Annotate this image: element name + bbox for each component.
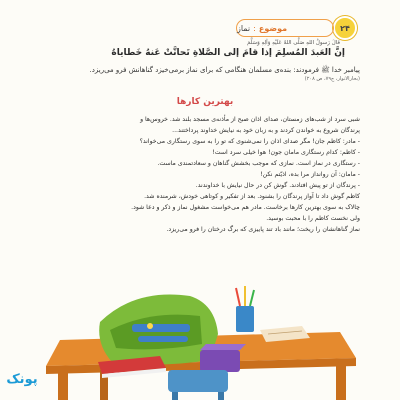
hadith-translation: پیامبر خدا ﷺ فرمودند: بنده‌ی مسلمان هنگامی که برای نماز برمی‌خیزد گناهانش فرو می‌ریزد. xyxy=(89,66,360,74)
topic-label: موضوع xyxy=(258,23,288,33)
story-line: چالاک به سوی بهترین کارها برخاست. مادر هم می‌خواست مشغول نماز و ذکر و دعا شود. xyxy=(131,204,360,211)
story-line: - مامان: آن روانداز مرا بده، اذیّتم نکن! xyxy=(260,171,360,178)
topic-bar xyxy=(236,19,334,37)
story-line: ولی نخست کاظم را با محبت بوسید. xyxy=(266,215,360,222)
story-line: - رستگاری در نماز است. نمازی که موجب بخشش گناهان و سعادتمندی ماست. xyxy=(157,160,360,167)
purple-box xyxy=(200,344,246,372)
lesson-number-badge xyxy=(333,16,357,40)
story-line: - کاظم: کدام رستگاری مامان جون! هوا خیلی سرد است! xyxy=(212,149,360,156)
topic-value: نماز xyxy=(237,23,251,33)
logo-text: پونک xyxy=(6,371,38,387)
story-line: پرندگان شروع به خواندن کردند و به زبان خود به نیایش خداوند پرداختند... xyxy=(172,127,360,134)
topic-separator: : xyxy=(253,23,256,33)
story-line: نماز گناهانشان را ریخت؛ مانند باد تند پاییزی که برگ درختان را فرو می‌ریزد. xyxy=(166,226,360,233)
desk-illustration xyxy=(40,282,360,400)
story-line: شبی سرد از شب‌های زمستان، صدای اذان صبح از مأذنه‌ی مسجد بلند شد. خروس‌ها و xyxy=(140,116,360,123)
chair xyxy=(168,370,228,400)
publisher-logo xyxy=(2,364,42,394)
section-title: بهترین کارها xyxy=(176,97,234,107)
hadith-reference: (بحارالانوار، ج۷۹، ص ۲۰۸) xyxy=(304,76,360,82)
hadith-arabic: إنَّ العَبدَ المُسلِمَ إذا قامَ إلى الصَّلاةِ تَحاتَّتْ عَنهُ خَطاياهُ xyxy=(111,48,345,58)
lesson-number: ۲۴ xyxy=(340,23,350,33)
story-line: کاظم گوش داد تا آواز پرندگان را بشنود. بعد از تفکیر و کوتاهی خودش، شرمنده شد. xyxy=(144,193,360,200)
story-line: - پرندگان از تو پیش افتادند. گوش کن در حال نیایش با خداوندند. xyxy=(195,182,360,189)
hadith-source: قالَ رَسولُ اللهِ صَلَّى اللهُ عَلَيْهِ وَآلِهِ وَسَلَّمَ xyxy=(247,40,340,46)
story-text xyxy=(38,114,360,235)
story-line: - مادر: کاظم جان! مگر صدای اذان را نمی‌شنوی که تو را به سوی رستگاری می‌خواند؟ xyxy=(139,138,360,145)
pencil-cup xyxy=(236,286,254,332)
topic-text xyxy=(237,24,287,33)
